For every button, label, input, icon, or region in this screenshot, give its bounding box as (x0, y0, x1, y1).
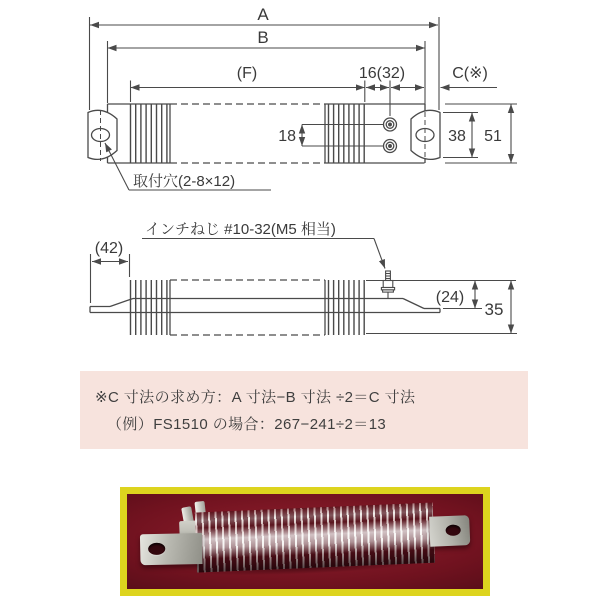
terminal-screw (381, 271, 394, 299)
dim-42-label: (42) (94, 240, 124, 257)
photo-bracket-right (429, 515, 470, 547)
photo-bracket-left (140, 533, 203, 565)
note-line-2: （例）FS1510 の場合：267−241÷2＝13 (107, 416, 387, 433)
note-box (80, 371, 528, 449)
dim-f-label: (F) (236, 65, 258, 82)
mounting-hole-label: 取付穴(2-8×12) (133, 173, 236, 190)
photo-mounting-hole-left (148, 543, 165, 555)
fins-top-view (131, 104, 365, 163)
dim-35-label: 35 (484, 300, 504, 319)
dim-18-label: 18 (278, 128, 296, 145)
heater-product (139, 509, 471, 573)
dim-f (131, 81, 365, 103)
side-view-dimensions (91, 239, 518, 334)
dim-51-label: 51 (484, 128, 502, 145)
dim-b-label: B (257, 28, 269, 47)
terminal-screw-label: インチねじ #10-32(M5 相当) (145, 221, 336, 238)
photo-fins (195, 503, 435, 573)
photo-fins-highlight (195, 503, 435, 573)
photo-mounting-hole-right (445, 524, 460, 536)
top-view-body (88, 104, 440, 163)
note-line-1: ※C 寸法の求め方：A 寸法−B 寸法 ÷2＝C 寸法 (95, 389, 416, 406)
screw-label-leader (142, 239, 385, 269)
dim-c-label: C(※) (452, 65, 488, 82)
dim-24-label: (24) (435, 289, 465, 306)
dim-38-label: 38 (448, 128, 466, 145)
dim-42 (91, 254, 130, 303)
top-view-dimensions (90, 17, 498, 116)
terminal-posts (384, 118, 397, 153)
dim-a-label: A (257, 5, 269, 24)
fins-side-view (131, 280, 365, 335)
dim-16-32 (366, 81, 424, 117)
dim-16-32-label: 16(32) (358, 65, 406, 82)
product-photo (120, 487, 490, 596)
